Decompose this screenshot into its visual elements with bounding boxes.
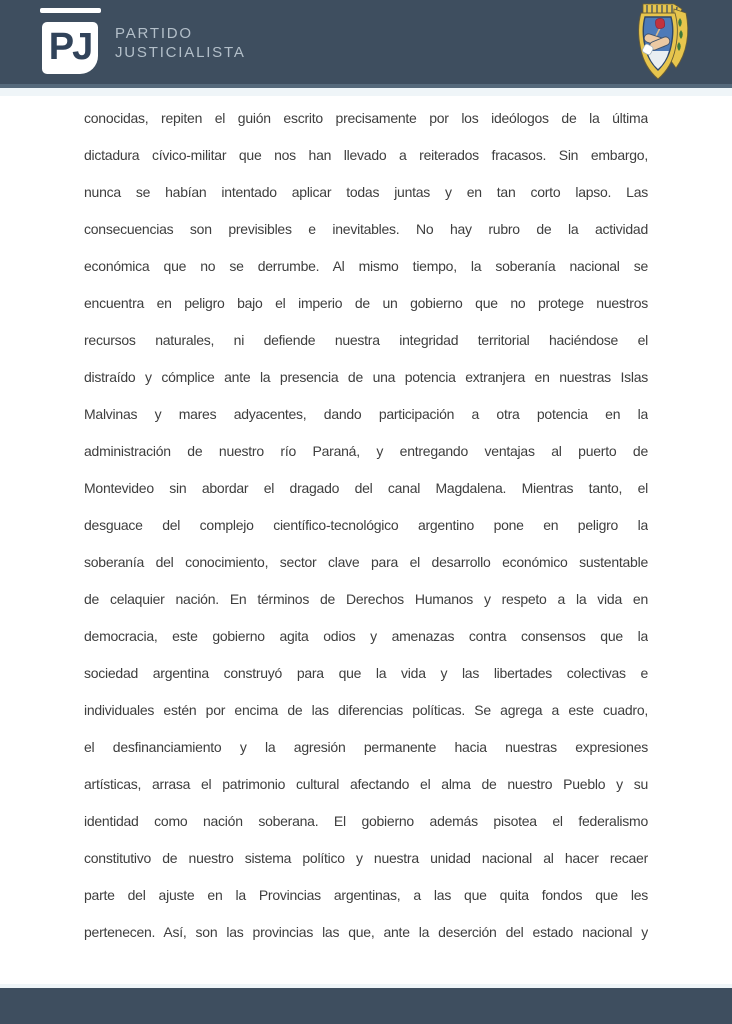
text-line: individuales estén por encima de las diferencias políticas. Se agrega a este cuadro,: [84, 702, 648, 718]
pj-monogram-text: PJ: [48, 25, 92, 68]
pj-monogram: [42, 22, 98, 74]
text-line: de celaquier nación. En términos de Derechos Humanos y respeto a la vida en: [84, 591, 648, 607]
text-line: distraído y cómplice ante la presencia de una potencia extranjera en nuestras Islas: [84, 369, 648, 385]
text-line: nunca se habían intentado aplicar todas juntas y en tan corto lapso. Las: [84, 184, 648, 200]
org-name-line2: JUSTICIALISTA: [115, 44, 246, 61]
text-line: consecuencias son previsibles e inevitables. No hay rubro de la actividad: [84, 221, 648, 237]
org-name-line1: PARTIDO: [115, 25, 193, 42]
text-line: democracia, este gobierno agita odios y amenazas contra consensos que la: [84, 628, 648, 644]
text-line: Montevideo sin abordar el dragado del canal Magdalena. Mientras tanto, el: [84, 480, 648, 496]
letterhead-header: [0, 0, 732, 84]
text-line: Malvinas y mares adyacentes, dando participación a otra potencia en la: [84, 406, 648, 422]
text-line: recursos naturales, ni defiende nuestra integridad territorial haciéndose el: [84, 332, 648, 348]
text-line: conocidas, repiten el guión escrito precisamente por los ideólogos de la última: [84, 110, 648, 126]
text-line: soberanía del conocimiento, sector clave para el desarrollo económico sustentable: [84, 554, 648, 570]
document-body: [84, 96, 648, 951]
text-line: artísticas, arrasa el patrimonio cultural afectando el alma de nuestro Pueblo y su: [84, 776, 648, 792]
text-line: administración de nuestro río Paraná, y entregando ventajas al puerto de: [84, 443, 648, 459]
pj-logo-icon: [38, 7, 102, 75]
text-line: dictadura cívico-militar que nos han llevado a reiterados fracasos. Sin embargo,: [84, 147, 648, 163]
org-name: [115, 24, 246, 62]
text-line: constitutivo de nuestro sistema político y nuestra unidad nacional al hacer recaer: [84, 850, 648, 866]
text-line: parte del ajuste en la Provincias argentinas, a las que quita fondos que les: [84, 887, 648, 903]
header-glow-line: [0, 88, 732, 96]
text-line: pertenecen. Así, son las provincias las que, ante la deserción del estado nacional y: [84, 924, 648, 940]
pj-shield-emblem-icon: [629, 3, 697, 81]
pj-logo-topbar: [40, 8, 101, 13]
letterhead-footer: [0, 988, 732, 1024]
text-line: sociedad argentina construyó para que la vida y las libertades colectivas e: [84, 665, 648, 681]
text-line: el desfinanciamiento y la agresión permanente hacia nuestras expresiones: [84, 739, 648, 755]
text-line: desguace del complejo científico-tecnológico argentino pone en peligro la: [84, 517, 648, 533]
text-line: económica que no se derrumbe. Al mismo tiempo, la soberanía nacional se: [84, 258, 648, 274]
text-line: encuentra en peligro bajo el imperio de un gobierno que no protege nuestros: [84, 295, 648, 311]
text-line: identidad como nación soberana. El gobierno además pisotea el federalismo: [84, 813, 648, 829]
